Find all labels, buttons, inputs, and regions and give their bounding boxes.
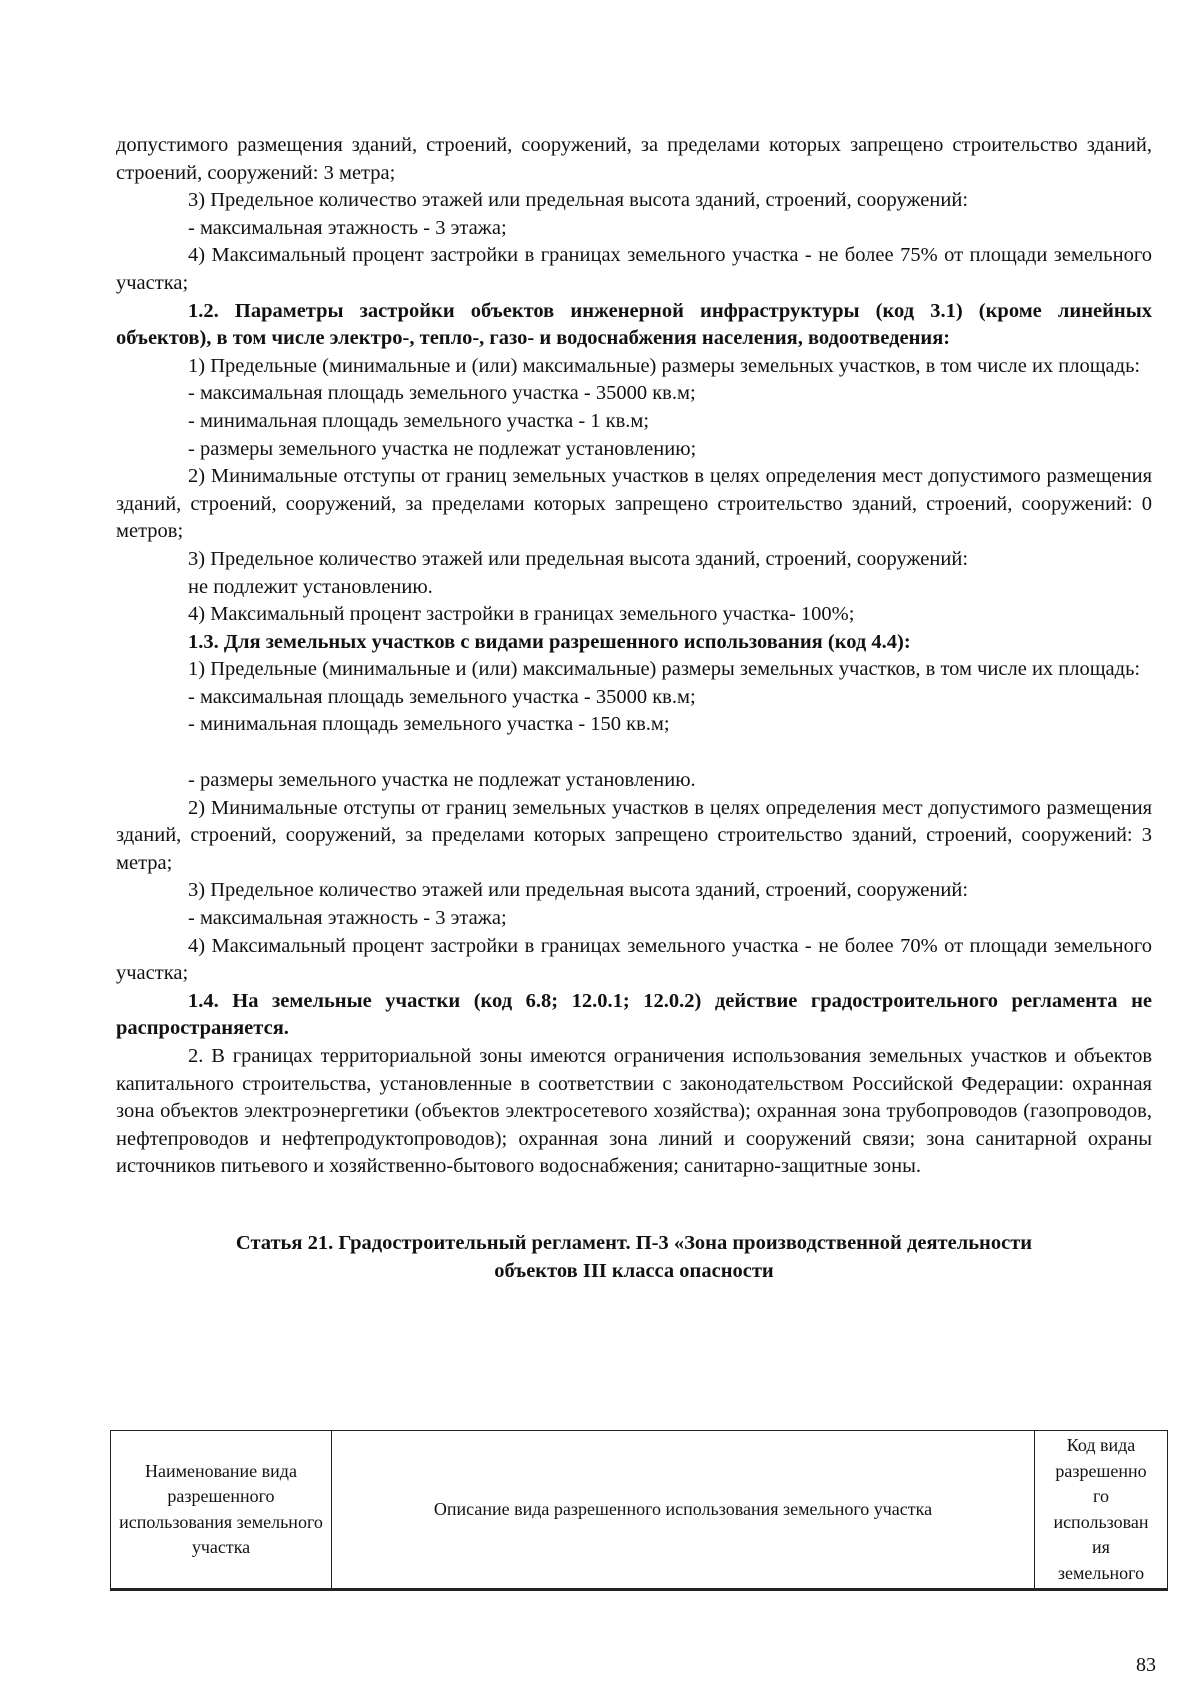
paragraph: 1) Предельные (минимальные и (или) максимальные) размеры земельных участков, в том числе их площадь: [188,354,1141,377]
paragraph: 3) Предельное количество этажей или предельная высота зданий, строений, сооружений: [188,879,969,902]
paragraph: - максимальная площадь земельного участка - 35000 кв.м; [188,685,696,708]
paragraph: - размеры земельного участка не подлежат установлению; [188,437,697,460]
page-number: 83 [1136,1654,1156,1676]
article-title [116,1229,1152,1285]
regulation-table [110,1430,1168,1591]
paragraph: 2. В границах территориальной зоны имеются ограничения использования земельных участков и объектов капитального строительства, установленные в соответствии с законодательством Российской Федерации: охранная зона объектов электроэнергетики (объектов электросетевого хозяйства); охранная зона трубопроводов (газопроводов, нефтепроводов и нефтепродуктопроводов); охранная зона линий и сооружений связи; зона санитарной охраны источников питьевого и хозяйственно-бытового водоснабжения; санитарно-защитные зоны. [116,1045,1152,1178]
article-title-line-2: объектов III класса опасности [494,1259,774,1282]
paragraph: - размеры земельного участка не подлежат установлению. [188,769,696,792]
paragraph: - минимальная площадь земельного участка - 150 кв.м; [188,713,670,736]
paragraph: 2) Минимальные отступы от границ земельных участков в целях определения мест допустимого размещения зданий, строений, сооружений, за пределами которых запрещено строительство зданий, строений, сооружений: 0 метров; [116,465,1152,543]
paragraph: 3) Предельное количество этажей или предельная высота зданий, строений, сооружений: [188,189,969,212]
paragraph: 4) Максимальный процент застройки в границах земельного участка - не более 75% от площади земельного участка; [116,244,1152,294]
header-cell-name: Наименование вида разрешенного использования земельного участка [111,1431,332,1590]
paragraph: 4) Максимальный процент застройки в границах земельного участка- 100%; [188,603,855,626]
paragraph: 2) Минимальные отступы от границ земельных участков в целях определения мест допустимого размещения зданий, строений, сооружений, за пределами которых запрещено строительство зданий, строений, сооружений: 3 метра; [116,796,1152,874]
paragraph: 1.2. Параметры застройки объектов инженерной инфраструктуры (код 3.1) (кроме линейных объектов), в том числе электро-, тепло-, газо- и водоснабжения населения, водоотведения: [116,299,1152,350]
table-header-row [111,1431,1168,1590]
paragraph: 1.3. Для земельных участков с видами разрешенного использования (код 4.4): [188,630,911,653]
header-cell-code [1035,1431,1168,1590]
code-header-line: использован [1053,1511,1149,1532]
paragraph: - максимальная этажность - 3 этажа; [188,907,507,930]
paragraph: 4) Максимальный процент застройки в границах земельного участка - не более 70% от площади земельного участка; [116,934,1152,985]
paragraph: 1.4. На земельные участки (код 6.8; 12.0.1; 12.0.2) действие градостроительного регламента не распространяется. [116,989,1152,1040]
article-title-line-1: Статья 21. Градостроительный регламент. П-3 «Зона производственной деятельности [235,1231,1033,1254]
blank-line [116,739,1152,767]
paragraph: допустимого размещения зданий, строений, сооружений, за пределами которых запрещено строительство зданий, строений, сооружений: 3 метра; [116,134,1152,184]
code-header-line: ия [1092,1537,1110,1557]
code-header-line: разрешенно [1055,1460,1147,1481]
paragraph: - максимальная этажность - 3 этажа; [188,216,507,239]
header-cell-description: Описание вида разрешенного использования земельного участка [332,1431,1035,1590]
paragraphs [116,132,1152,1181]
paragraph: - минимальная площадь земельного участка - 1 кв.м; [188,409,650,432]
paragraph: не подлежит установлению. [188,575,433,598]
code-header-line: Код вида [1066,1435,1136,1455]
document-body [116,132,1152,1285]
paragraph: 3) Предельное количество этажей или предельная высота зданий, строений, сооружений: [188,547,969,570]
code-header-line: го [1093,1486,1109,1506]
code-header-line: земельного [1057,1562,1145,1583]
paragraph: - максимальная площадь земельного участка - 35000 кв.м; [188,382,696,405]
paragraph: 1) Предельные (минимальные и (или) максимальные) размеры земельных участков, в том числе их площадь: [188,658,1141,681]
